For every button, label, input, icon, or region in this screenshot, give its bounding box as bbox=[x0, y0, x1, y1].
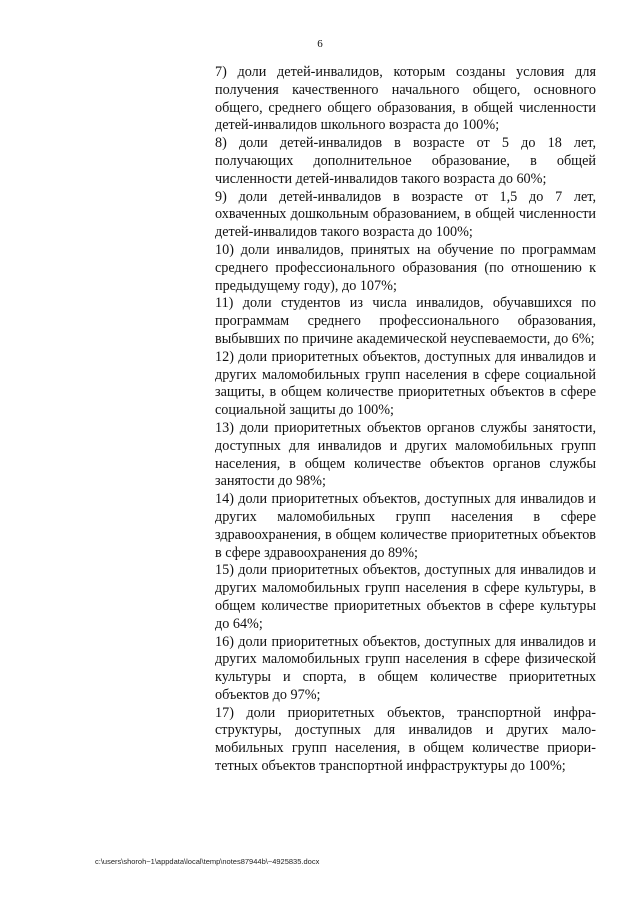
page-number: 6 bbox=[317, 38, 323, 50]
list-item-10: 10) доли инвалидов, принятых на обучение по программам среднего профессионального образования (по отношению к предыдущему году), до 107%; bbox=[215, 241, 596, 294]
list-item-16: 16) доли приоритетных объектов, доступных для инвалидов и других маломобильных групп населения в сфере физической культуры и спорта, в общем количестве приоритетных объектов до 97%; bbox=[215, 633, 596, 703]
list-item-12: 12) доли приоритетных объектов, доступных для инвалидов и других маломобильных групп населения в сфере социальной защиты, в общем количестве приоритетных объектов в сфере социальной защиты до 100%; bbox=[215, 348, 596, 419]
file-path-footer: c:\users\shoroh~1\appdata\local\temp\notes87944b\~4925835.docx bbox=[95, 857, 320, 866]
list-item-13: 13) доли приоритетных объектов органов службы занятости, доступных для инвалидов и других маломобильных групп населения, в общем количестве объектов органов службы занятости до 98%; bbox=[215, 419, 596, 490]
list-item-11: 11) доли студентов из числа инвалидов, обучавшихся по программам среднего профессионального образования, выбывших по причине академической неуспеваемости, до 6%; bbox=[215, 295, 596, 347]
document-body bbox=[215, 64, 596, 776]
list-item-15: 15) доли приоритетных объектов, доступных для инвалидов и других маломобильных групп населения в сфере культуры, в общем количестве приоритетных объектов в сфере культуры до 64%; bbox=[215, 562, 596, 632]
list-item-8: 8) доли детей-инвалидов в возрасте от 5 до 18 лет, получающих дополнительное образование, в общей численности детей-инвалидов такого возраста до 60%; bbox=[215, 135, 596, 187]
list-item-17: 17) доли приоритетных объектов, транспортной инфраструктуры, доступных для инвалидов и других маломобильных групп населения, в общем количестве приоритетных объектов транспортной инфраструктуры до 100%; bbox=[215, 704, 596, 775]
list-item-9: 9) доли детей-инвалидов в возрасте от 1,5 до 7 лет, охваченных дошкольным образованием, в общей численности детей-инвалидов такого возраста до 100%; bbox=[215, 188, 596, 241]
list-item-14: 14) доли приоритетных объектов, доступных для инвалидов и других маломобильных групп населения в сфере здравоохранения, в общем количестве приоритетных объектов в сфере здравоохранения до 89%; bbox=[215, 491, 596, 561]
list-item-7: 7) доли детей-инвалидов, которым созданы условия для получения качественного начального общего, основного общего, среднего общего образования, в общей численности детей-инвалидов школьного возраста до 100%; bbox=[215, 64, 596, 134]
